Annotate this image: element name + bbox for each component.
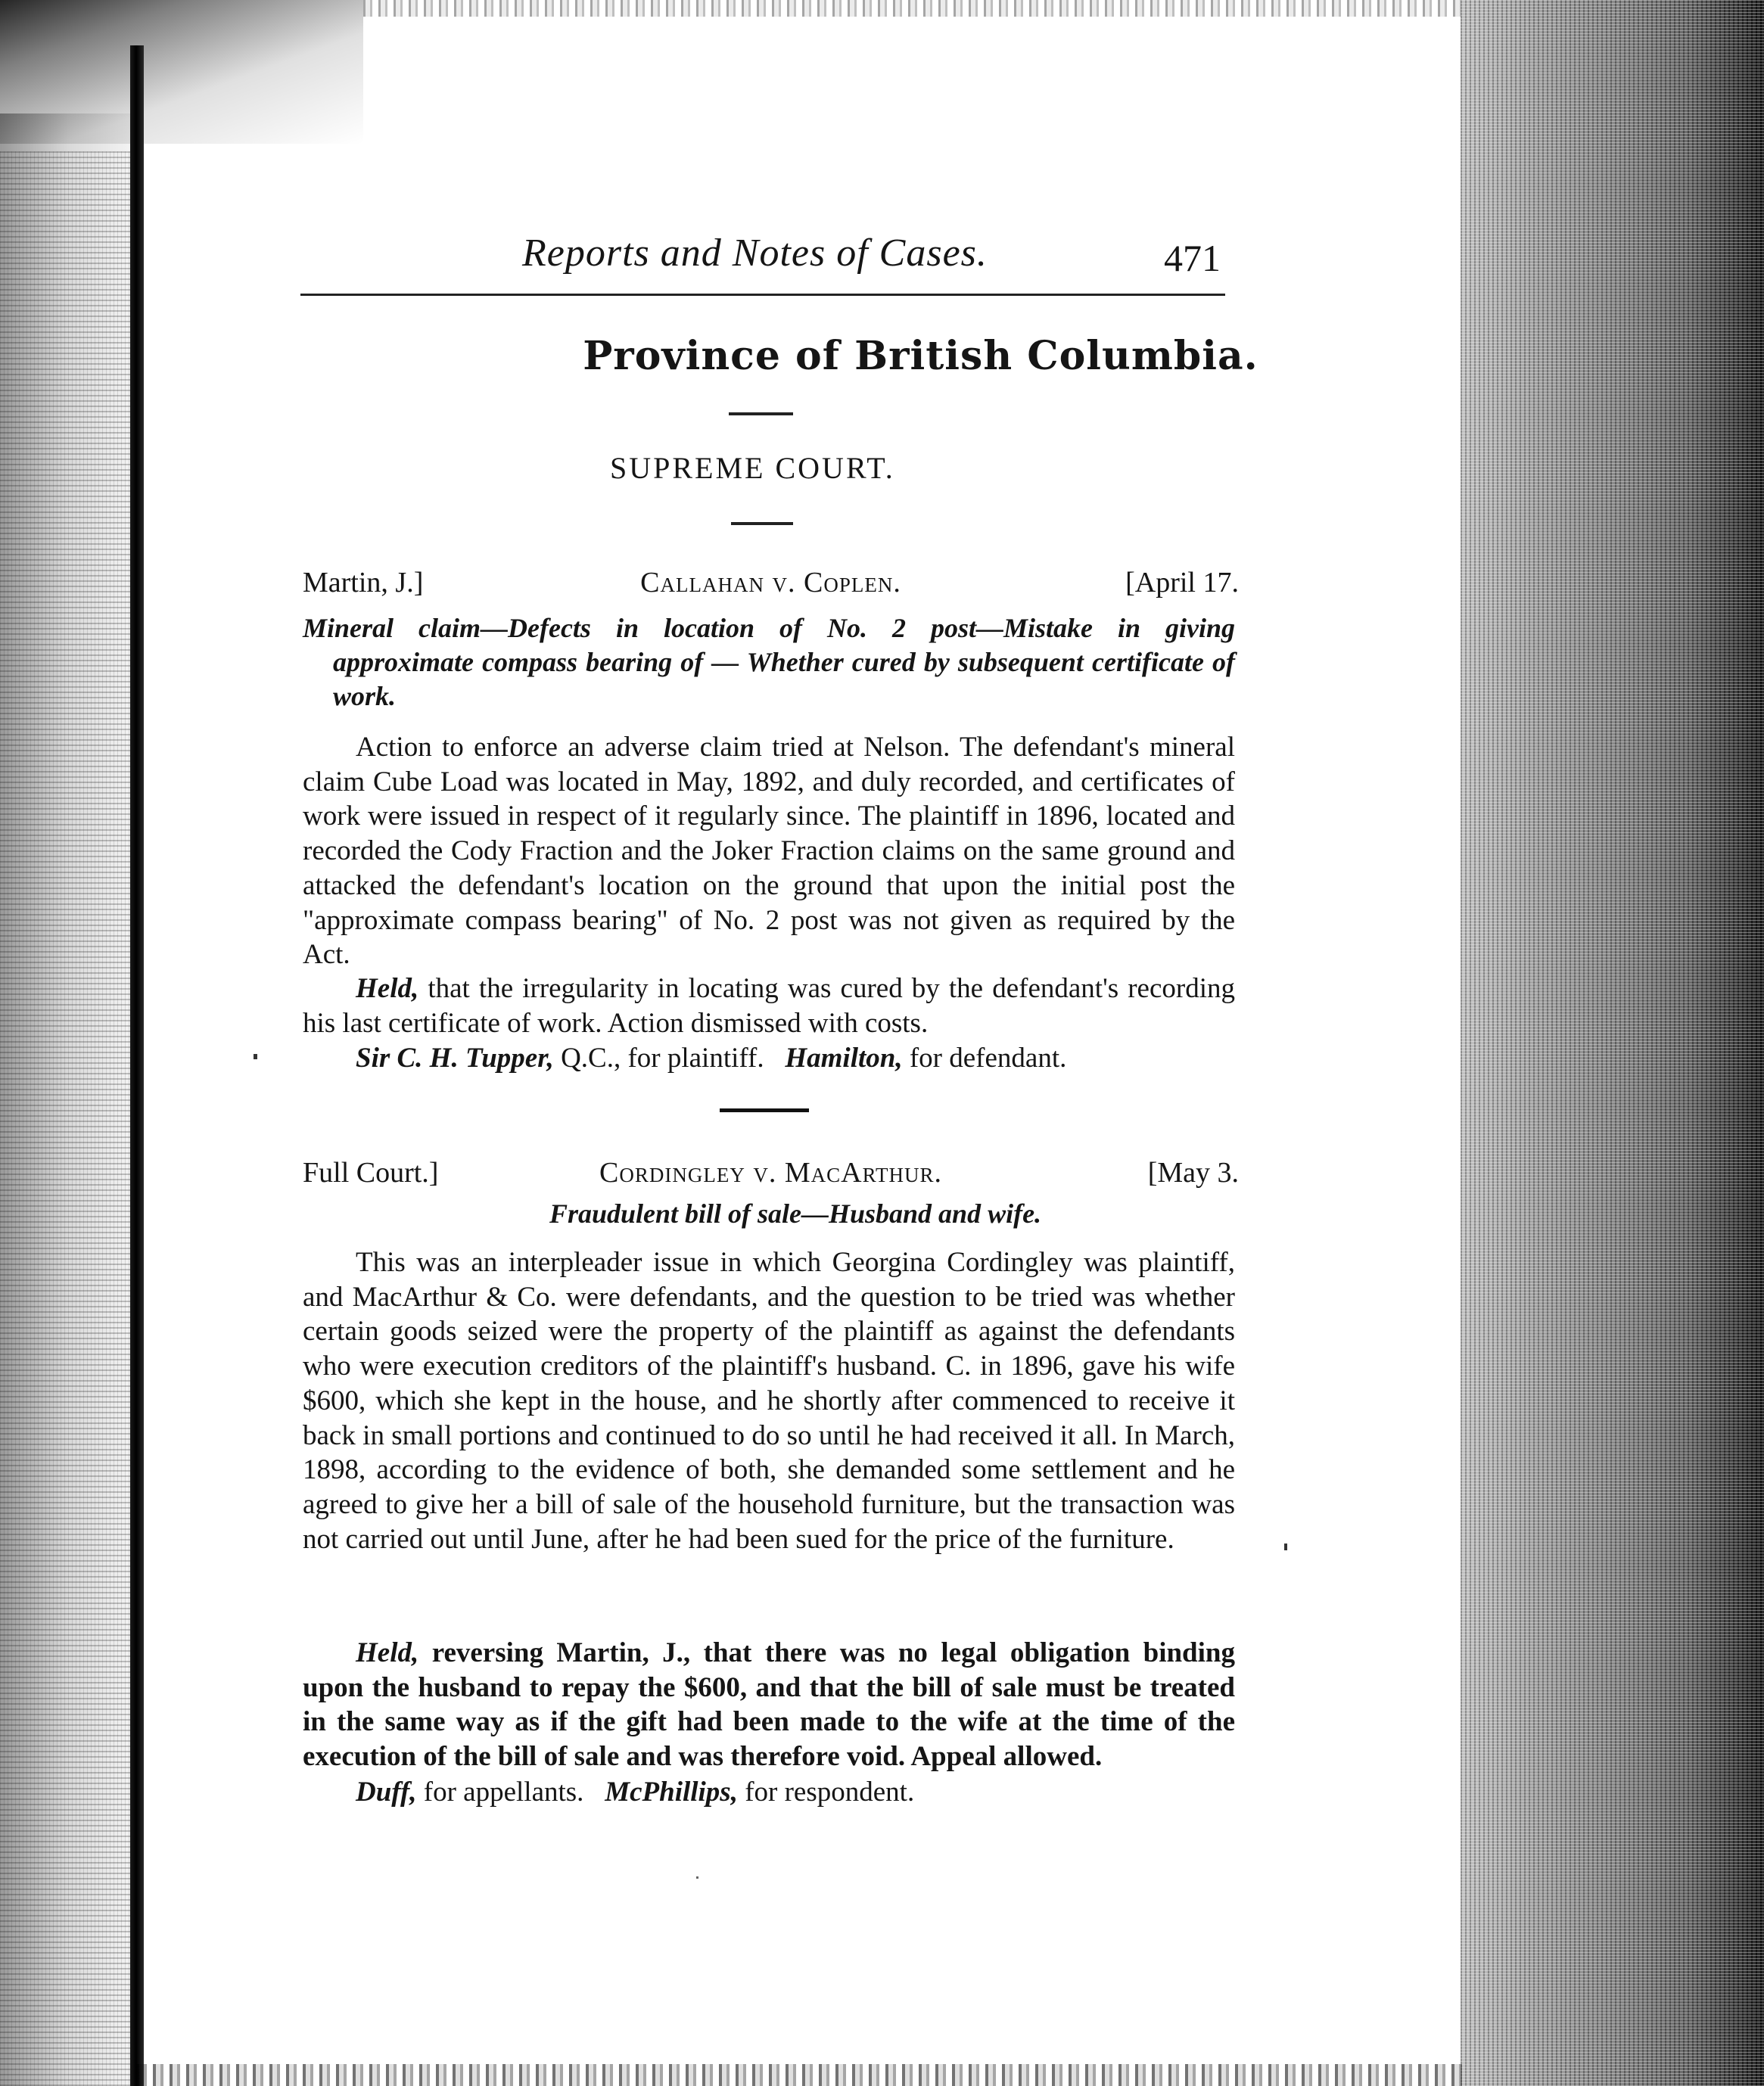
- case-date: [May 3.: [1147, 1157, 1239, 1189]
- case-name: Callahan v. Coplen.: [640, 567, 901, 598]
- section-rule: [729, 412, 793, 415]
- scan-noise-top: [363, 0, 1476, 17]
- case-header: [303, 1156, 1239, 1194]
- headnote-first-line: Mineral claim—Defects in location of No. 2 post—Mistake in giving: [303, 613, 1235, 643]
- header-rule: [300, 294, 1225, 296]
- counsel-appellants-role: for appellants.: [416, 1777, 584, 1808]
- scan-speck: [254, 1054, 257, 1059]
- case-judge: Full Court.]: [303, 1157, 439, 1189]
- held-text: reversing Martin, J., that there was no legal obligation binding upon the husband to repay the $600, and that the bill of sale must be treated in the same way as if the gift had been made to the wife at the time of the execution of the bill of sale and was therefore void. Appeal allowed.: [303, 1637, 1235, 1773]
- case-headnote: [303, 611, 1235, 713]
- scan-shadow-top-left: [0, 0, 363, 144]
- case-judge: Martin, J.]: [303, 567, 424, 598]
- case-separator-rule: [720, 1108, 809, 1112]
- province-heading: [0, 333, 1764, 379]
- page-number: 471: [1164, 237, 1221, 279]
- scan-page-edge-right: [1461, 0, 1764, 2086]
- counsel-defendant-name: Hamilton,: [785, 1043, 903, 1074]
- case-held-paragraph: [303, 971, 1235, 1040]
- counsel-defendant-role: for defendant.: [902, 1043, 1067, 1074]
- province-heading-text: Province of British Columbia.: [583, 333, 1258, 379]
- counsel-plaintiff-name: Sir C. H. Tupper,: [356, 1043, 554, 1074]
- case-paragraph: This was an interpleader issue in which Georgina Cordingley was plaintiff, and MacArthur & Co. were defendants, and the question to be tried was whether certain goods seized were the property of the plaintiff as against the defendants who were execution creditors of the plaintiff's husband. C. in 1896, gave his wife $600, which she kept in the house, and he shortly after commenced to receive it back in small portions and continued to do so until he had received it all. In March, 1898, according to the evidence of both, she demanded some settlement and he agreed to give her a bill of sale of the household furniture, but the transaction was not carried out until June, after he had been sued for the price of the furniture.: [303, 1247, 1235, 1555]
- case-counsel: [303, 1775, 1235, 1810]
- scan-speck: [1284, 1544, 1287, 1550]
- case-header: [303, 566, 1239, 604]
- section-rule: [731, 522, 793, 525]
- counsel-respondent-role: for respondent.: [737, 1777, 915, 1808]
- scan-speck: [696, 1876, 698, 1879]
- scan-noise-left: [0, 151, 130, 2086]
- running-header-title: Reports and Notes of Cases.: [522, 232, 988, 275]
- case-name: Cordingley v. MacArthur.: [599, 1157, 942, 1189]
- case-headnote: Fraudulent bill of sale—Husband and wife.: [549, 1198, 1042, 1229]
- court-heading: SUPREME COURT.: [610, 451, 895, 485]
- case-date: [April 17.: [1125, 567, 1239, 598]
- case-paragraph: Action to enforce an adverse claim tried at Nelson. The defendant's mineral claim Cube Load was located in May, 1892, and duly recorded, and certificates of work were issued in respect of it regularly since. The plaintiff in 1896, located and recorded the Cody Fraction and the Joker Fraction claims on the same ground and attacked the defendant's location on the ground that upon the initial post the "approximate compass bearing" of No. 2 post was not given as required by the Act.: [303, 732, 1235, 971]
- counsel-appellants-name: Duff,: [356, 1777, 417, 1808]
- counsel-respondent-name: McPhillips,: [605, 1777, 738, 1808]
- scan-noise-bottom: [136, 2064, 1468, 2086]
- case-counsel: [303, 1041, 1235, 1076]
- counsel-plaintiff-role: Q.C., for plaintiff.: [553, 1043, 764, 1074]
- headnote-continuation: approximate compass bearing of — Whether cured by subsequent certificate of work.: [333, 647, 1235, 711]
- held-label: Held,: [356, 973, 419, 1004]
- held-label: Held,: [356, 1637, 419, 1668]
- held-text: that the irregularity in locating was cured by the defendant's recording his last certificate of work. Action dismissed with costs.: [303, 973, 1235, 1039]
- case-held-paragraph: [303, 1636, 1235, 1774]
